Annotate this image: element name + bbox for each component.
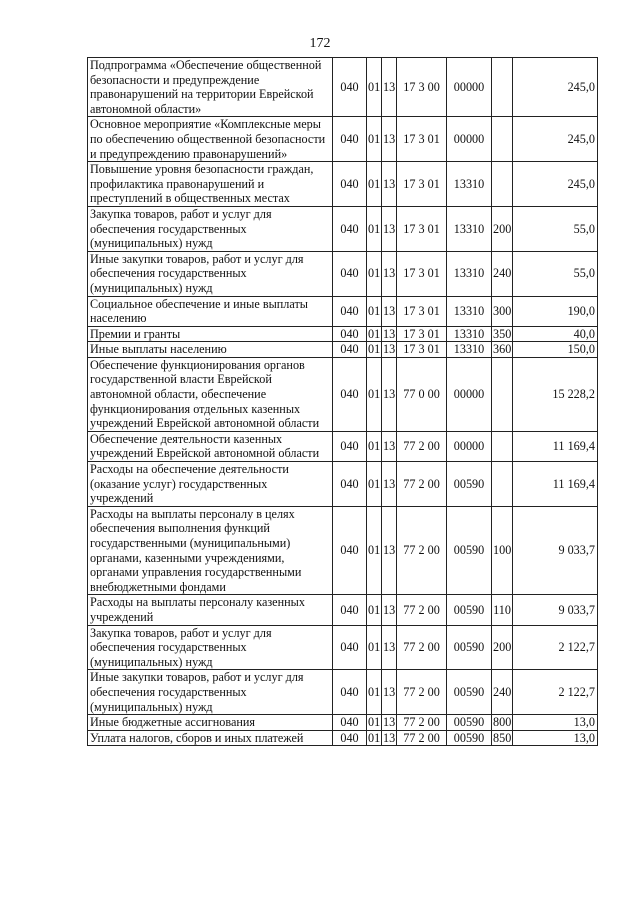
direction-code-cell: 00590 (447, 715, 492, 731)
amount-cell: 55,0 (513, 251, 598, 296)
row-name-cell: Основное мероприятие «Комплексные меры по обеспечению общественной безопасности и предупреждению правонарушений» (88, 117, 333, 162)
row-name-cell: Уплата налогов, сборов и иных платежей (88, 730, 333, 746)
direction-code-cell: 00000 (447, 357, 492, 431)
subsection-code-cell: 13 (382, 670, 397, 715)
ministry-code-cell: 040 (333, 625, 367, 670)
expense-type-code-cell: 100 (492, 506, 513, 595)
ministry-code-cell: 040 (333, 326, 367, 342)
row-name-cell: Иные бюджетные ассигнования (88, 715, 333, 731)
subsection-code-cell: 13 (383, 715, 396, 730)
section-code-cell: 01 (368, 730, 381, 745)
table-row (88, 251, 598, 296)
amount-cell: 40,0 (513, 326, 598, 342)
table-row (88, 117, 598, 162)
amount-cell: 9 033,7 (513, 595, 598, 625)
table-row (88, 357, 598, 431)
expense-type-code-cell (492, 117, 513, 162)
subsection-code-cell: 13 (382, 462, 397, 507)
ministry-code-cell: 040 (333, 296, 367, 326)
direction-code-cell: 13310 (447, 326, 492, 342)
target-article-code-cell: 77 2 00 (397, 670, 447, 715)
target-article-code-cell: 17 3 01 (397, 117, 447, 162)
direction-code-cell: 13310 (447, 342, 492, 358)
table-row (88, 462, 598, 507)
section-code-cell: 01 (367, 58, 382, 117)
row-name-cell: Социальное обеспечение и иные выплаты населению (88, 296, 333, 326)
table-row (88, 431, 598, 461)
expense-type-code-cell (492, 462, 513, 507)
row-name-cell: Иные закупки товаров, работ и услуг для обеспечения государственных (муниципальных) нужд (88, 670, 333, 715)
target-article-code-cell: 17 3 01 (397, 296, 447, 326)
direction-code-cell: 13310 (447, 162, 492, 207)
direction-code-cell: 00000 (447, 431, 492, 461)
direction-code-cell: 00590 (447, 730, 492, 746)
row-name-cell: Подпрограмма «Обеспечение общественной безопасности и предупреждение правонарушений на территории Еврейской автономной области» (88, 58, 333, 117)
table-row (88, 670, 598, 715)
target-article-code-cell: 17 3 01 (397, 206, 447, 251)
amount-cell: 11 169,4 (513, 462, 598, 507)
subsection-code-cell: 13 (382, 431, 397, 461)
ministry-code-cell: 040 (333, 251, 367, 296)
target-article-code-cell: 77 0 00 (397, 357, 447, 431)
expense-type-code-cell (492, 162, 513, 207)
amount-cell: 13,0 (513, 715, 598, 731)
table-row (88, 296, 598, 326)
ministry-code-cell: 040 (333, 117, 367, 162)
table-row (88, 595, 598, 625)
expense-type-code-cell: 200 (492, 206, 513, 251)
amount-cell: 2 122,7 (513, 625, 598, 670)
section-code-cell: 01 (367, 357, 382, 431)
section-code-cell: 01 (367, 162, 382, 207)
row-name-cell: Иные выплаты населению (88, 342, 333, 358)
expense-type-code-cell: 850 (493, 730, 512, 745)
ministry-code-cell: 040 (333, 431, 367, 461)
row-name-cell: Иные закупки товаров, работ и услуг для обеспечения государственных (муниципальных) нужд (88, 251, 333, 296)
ministry-code-cell: 040 (333, 206, 367, 251)
table-row (88, 730, 598, 746)
subsection-code-cell: 13 (382, 296, 397, 326)
row-name-cell: Расходы на выплаты персоналу в целях обеспечения выполнения функций государственными (муниципальными) органами, казенными учреждениями, органами управления государственными внебюджетными фондами (88, 506, 333, 595)
section-code-cell: 01 (368, 342, 381, 357)
section-code-cell: 01 (367, 625, 382, 670)
direction-code-cell: 13310 (447, 251, 492, 296)
direction-code-cell: 00000 (447, 58, 492, 117)
expense-type-code-cell: 200 (492, 625, 513, 670)
amount-cell: 9 033,7 (513, 506, 598, 595)
subsection-code-cell: 13 (382, 117, 397, 162)
row-name-cell: Закупка товаров, работ и услуг для обеспечения государственных (муниципальных) нужд (88, 625, 333, 670)
table-row (88, 506, 598, 595)
amount-cell: 15 228,2 (513, 357, 598, 431)
subsection-code-cell: 13 (383, 326, 396, 341)
ministry-code-cell: 040 (333, 506, 367, 595)
ministry-code-cell: 040 (333, 595, 367, 625)
expense-type-code-cell (492, 58, 513, 117)
expense-type-code-cell: 360 (493, 342, 512, 357)
table-row (88, 625, 598, 670)
direction-code-cell: 13310 (447, 206, 492, 251)
direction-code-cell: 13310 (447, 296, 492, 326)
subsection-code-cell: 13 (383, 342, 396, 357)
table-row (88, 206, 598, 251)
subsection-code-cell: 13 (382, 625, 397, 670)
direction-code-cell: 00000 (447, 117, 492, 162)
amount-cell: 11 169,4 (513, 431, 598, 461)
amount-cell: 2 122,7 (513, 670, 598, 715)
page-number: 172 (309, 36, 331, 51)
table-row (88, 162, 598, 207)
target-article-code-cell: 77 2 00 (397, 595, 447, 625)
ministry-code-cell: 040 (333, 357, 367, 431)
section-code-cell: 01 (367, 431, 382, 461)
amount-cell: 13,0 (513, 730, 598, 746)
subsection-code-cell: 13 (382, 506, 397, 595)
ministry-code-cell: 040 (333, 342, 367, 358)
section-code-cell: 01 (367, 251, 382, 296)
expense-type-code-cell: 110 (492, 595, 513, 625)
target-article-code-cell: 17 3 01 (397, 162, 447, 207)
row-name-cell: Обеспечение деятельности казенных учреждений Еврейской автономной области (88, 431, 333, 461)
target-article-code-cell: 77 2 00 (397, 506, 447, 595)
row-name-cell: Обеспечение функционирования органов государственной власти Еврейской автономной области, обеспечение функционирования отдельных казенных учреждений Еврейской автономной области (88, 357, 333, 431)
expense-type-code-cell: 350 (493, 326, 512, 341)
section-code-cell: 01 (367, 670, 382, 715)
target-article-code-cell: 77 2 00 (397, 625, 447, 670)
row-name-cell: Закупка товаров, работ и услуг для обеспечения государственных (муниципальных) нужд (88, 206, 333, 251)
amount-cell: 150,0 (513, 342, 598, 358)
expense-type-code-cell: 240 (492, 251, 513, 296)
amount-cell: 245,0 (513, 117, 598, 162)
subsection-code-cell: 13 (382, 206, 397, 251)
section-code-cell: 01 (367, 296, 382, 326)
amount-cell: 245,0 (513, 162, 598, 207)
amount-cell: 245,0 (513, 58, 598, 117)
row-name-cell: Расходы на обеспечение деятельности (оказание услуг) государственных учреждений (88, 462, 333, 507)
row-name-cell: Повышение уровня безопасности граждан, профилактика правонарушений и преступлений в общественных местах (88, 162, 333, 207)
direction-code-cell: 00590 (447, 625, 492, 670)
direction-code-cell: 00590 (447, 506, 492, 595)
ministry-code-cell: 040 (333, 58, 367, 117)
ministry-code-cell: 040 (333, 730, 367, 746)
row-name-cell: Премии и гранты (88, 326, 333, 342)
section-code-cell: 01 (367, 117, 382, 162)
section-code-cell: 01 (367, 462, 382, 507)
target-article-code-cell: 17 3 01 (397, 326, 447, 342)
target-article-code-cell: 77 2 00 (397, 715, 447, 731)
subsection-code-cell: 13 (382, 162, 397, 207)
target-article-code-cell: 77 2 00 (397, 730, 447, 746)
table-row (88, 58, 598, 117)
expense-type-code-cell (492, 431, 513, 461)
amount-cell: 55,0 (513, 206, 598, 251)
direction-code-cell: 00590 (447, 462, 492, 507)
target-article-code-cell: 17 3 00 (397, 58, 447, 117)
target-article-code-cell: 17 3 01 (397, 251, 447, 296)
target-article-code-cell: 77 2 00 (397, 431, 447, 461)
ministry-code-cell: 040 (333, 670, 367, 715)
target-article-code-cell: 77 2 00 (397, 462, 447, 507)
section-code-cell: 01 (368, 326, 381, 341)
row-name-cell: Расходы на выплаты персоналу казенных учреждений (88, 595, 333, 625)
expense-type-code-cell: 300 (492, 296, 513, 326)
table-row (88, 326, 598, 342)
section-code-cell: 01 (367, 206, 382, 251)
ministry-code-cell: 040 (333, 162, 367, 207)
subsection-code-cell: 13 (383, 730, 396, 745)
section-code-cell: 01 (368, 715, 381, 730)
amount-cell: 190,0 (513, 296, 598, 326)
subsection-code-cell: 13 (382, 357, 397, 431)
direction-code-cell: 00590 (447, 670, 492, 715)
direction-code-cell: 00590 (447, 595, 492, 625)
target-article-code-cell: 17 3 01 (397, 342, 447, 358)
section-code-cell: 01 (367, 506, 382, 595)
subsection-code-cell: 13 (382, 58, 397, 117)
subsection-code-cell: 13 (382, 595, 397, 625)
expense-type-code-cell (492, 357, 513, 431)
table-row (88, 715, 598, 731)
budget-table (87, 57, 598, 746)
subsection-code-cell: 13 (382, 251, 397, 296)
ministry-code-cell: 040 (333, 462, 367, 507)
table-row (88, 342, 598, 358)
ministry-code-cell: 040 (333, 715, 367, 731)
expense-type-code-cell: 800 (493, 715, 512, 730)
section-code-cell: 01 (367, 595, 382, 625)
expense-type-code-cell: 240 (492, 670, 513, 715)
